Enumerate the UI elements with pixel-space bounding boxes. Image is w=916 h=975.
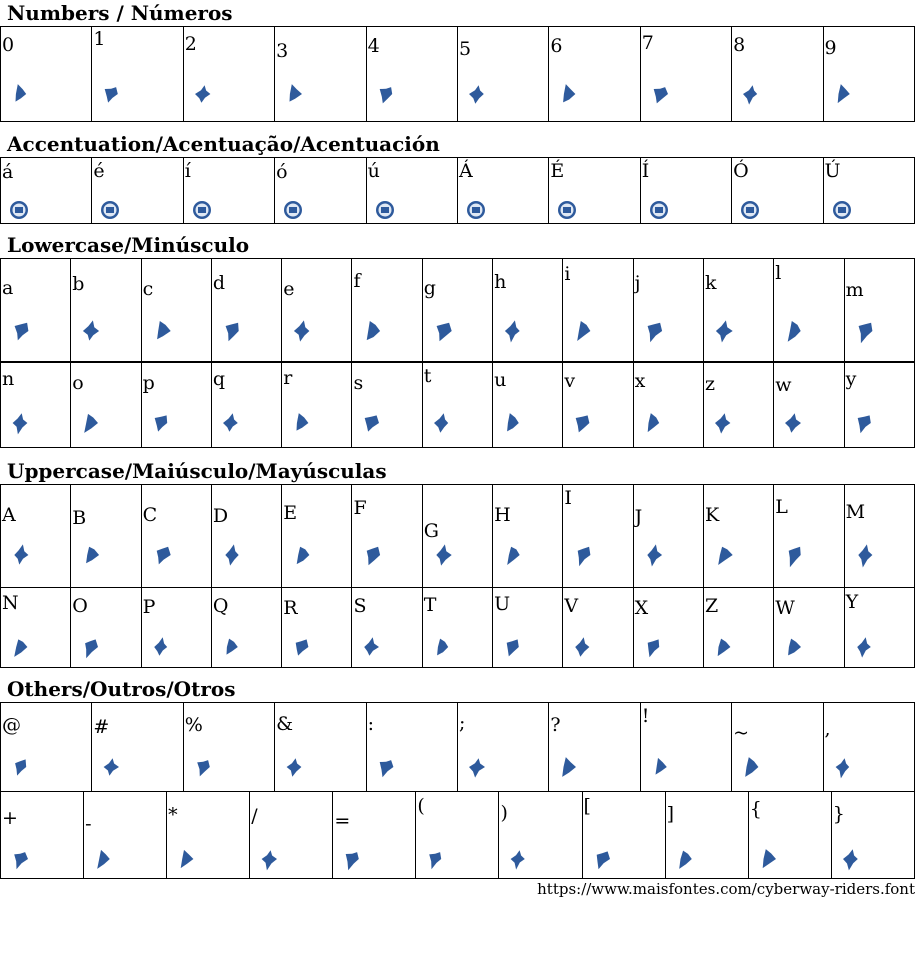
footer-url: https://www.maisfontes.com/cyberway-riders.font <box>537 880 915 898</box>
glyph-sample-upper-m <box>853 535 877 575</box>
glyph-cell-rbracket <box>665 792 748 879</box>
glyph-cell-upper-p <box>141 588 211 668</box>
glyph-sample-upper-c <box>150 535 174 575</box>
glyph-cell-equals <box>333 792 416 879</box>
glyph-sample-lower-v <box>571 405 593 441</box>
glyph-sample-lower-o-accent <box>283 200 303 220</box>
glyph-cell-upper-e <box>282 485 352 588</box>
glyph-sample-lower-i <box>571 311 595 351</box>
glyph-cell-lower-w <box>774 363 844 448</box>
glyph-sample-slash <box>258 844 280 874</box>
glyph-cell-slash <box>250 792 333 879</box>
glyph-label-upper-d: D <box>212 505 229 527</box>
glyph-label-upper-u: U <box>494 593 511 615</box>
glyph-label-semicolon: ; <box>458 712 466 734</box>
glyph-label-lbrace: { <box>749 798 762 820</box>
glyph-cell-lower-v <box>563 363 633 448</box>
glyph-sample-upper-o <box>79 630 101 664</box>
glyph-label-digit-8: 8 <box>733 34 746 56</box>
glyph-sample-lower-j <box>642 311 666 351</box>
glyph-sample-digit-7 <box>649 75 671 113</box>
glyph-cell-digit-6 <box>549 27 640 122</box>
glyph-cell-lower-j <box>633 259 703 362</box>
glyph-sample-upper-q <box>220 630 242 664</box>
glyph-label-lower-i-accent: í <box>184 160 191 182</box>
glyph-sample-upper-i <box>571 535 595 575</box>
glyph-label-upper-y: Y <box>845 591 859 613</box>
glyph-sample-upper-p <box>150 630 172 664</box>
glyph-sample-lower-i-accent <box>192 200 212 220</box>
glyph-label-percent: % <box>184 714 203 736</box>
glyph-cell-semicolon <box>457 703 548 792</box>
glyph-cell-upper-j <box>633 485 703 588</box>
glyph-label-rparen: ) <box>500 802 508 824</box>
glyph-sample-lower-u <box>501 405 523 441</box>
glyph-label-upper-h: H <box>494 504 511 526</box>
glyph-sample-comma <box>832 751 854 783</box>
glyph-sample-upper-z <box>712 630 734 664</box>
glyph-sample-upper-t <box>431 630 453 664</box>
glyph-label-digit-4: 4 <box>367 35 380 57</box>
glyph-label-upper-x: X <box>634 597 649 619</box>
glyph-sample-lower-y <box>853 405 875 441</box>
glyph-cell-digit-1 <box>92 27 183 122</box>
glyph-cell-lparen <box>416 792 499 879</box>
glyph-cell-upper-y <box>844 588 914 668</box>
glyph-sample-upper-k <box>712 535 736 575</box>
glyph-cell-upper-r <box>282 588 352 668</box>
glyph-cell-lower-i-accent <box>183 158 274 224</box>
glyph-sample-upper-b <box>79 535 103 575</box>
glyph-sample-asterisk <box>175 844 197 874</box>
glyph-cell-digit-3 <box>275 27 366 122</box>
glyph-sample-rparen <box>507 844 529 874</box>
glyph-label-lower-g: g <box>423 277 436 299</box>
glyph-label-upper-i: I <box>564 487 572 509</box>
glyph-label-tilde: ~ <box>733 722 750 744</box>
glyph-label-question: ? <box>550 714 561 736</box>
glyph-sample-digit-0 <box>9 75 31 113</box>
glyph-label-lower-f: f <box>353 270 361 292</box>
glyph-cell-digit-2 <box>183 27 274 122</box>
glyph-sample-upper-g <box>431 535 455 575</box>
glyph-label-lower-k: k <box>704 272 717 294</box>
glyph-cell-lower-k <box>703 259 773 362</box>
glyph-label-lower-a: a <box>2 277 14 299</box>
glyph-label-hash: # <box>93 716 110 738</box>
glyph-label-lparen: ( <box>417 795 425 817</box>
glyph-label-lower-p: p <box>142 372 155 394</box>
glyph-sample-upper-j <box>642 535 666 575</box>
glyph-cell-upper-u-accent <box>823 158 914 224</box>
glyph-label-at: @ <box>2 714 21 736</box>
glyph-cell-upper-h <box>493 485 563 588</box>
glyph-cell-plus <box>1 792 84 879</box>
glyph-cell-lower-d <box>211 259 281 362</box>
glyph-cell-lower-l <box>774 259 844 362</box>
glyph-cell-upper-f <box>352 485 422 588</box>
glyph-sample-lower-w <box>782 405 804 441</box>
glyph-sample-lower-u-accent <box>375 200 395 220</box>
section-title-lowercase: Lowercase/Minúsculo <box>7 233 250 257</box>
glyph-label-lower-m: m <box>845 279 864 301</box>
glyph-sample-rbracket <box>674 844 696 874</box>
glyph-label-upper-s: S <box>353 595 367 617</box>
glyph-label-upper-f: F <box>353 497 367 519</box>
glyph-cell-upper-d <box>211 485 281 588</box>
glyph-label-upper-r: R <box>283 597 298 619</box>
glyph-label-asterisk: * <box>168 804 178 826</box>
glyph-sample-upper-n <box>9 630 31 664</box>
glyph-label-equals: = <box>334 810 351 832</box>
glyph-sample-ampersand <box>283 751 305 783</box>
glyph-cell-tilde <box>732 703 823 792</box>
glyph-sample-digit-2 <box>192 75 214 113</box>
glyph-label-minus: - <box>85 813 92 835</box>
glyph-label-upper-l: L <box>775 496 788 518</box>
glyph-cell-upper-a <box>1 485 71 588</box>
section-title-accents: Accentuation/Acentuação/Acentuación <box>7 132 440 156</box>
glyph-sample-digit-1 <box>100 75 122 113</box>
glyph-sample-upper-l <box>782 535 806 575</box>
glyph-cell-digit-7 <box>640 27 731 122</box>
glyph-cell-lower-s <box>352 363 422 448</box>
glyph-cell-lower-g <box>422 259 492 362</box>
glyph-label-upper-b: B <box>72 507 87 529</box>
glyph-label-lower-v: v <box>564 370 576 392</box>
glyph-sample-upper-v <box>571 630 593 664</box>
glyph-label-rbracket: ] <box>666 803 675 825</box>
glyph-cell-upper-e-accent <box>549 158 640 224</box>
glyph-sample-minus <box>92 844 114 874</box>
glyph-label-lower-i: i <box>564 263 571 285</box>
glyph-cell-lower-h <box>493 259 563 362</box>
glyph-label-lower-l: l <box>775 262 782 284</box>
glyph-label-upper-z: Z <box>704 595 719 617</box>
glyph-cell-lower-e-accent <box>92 158 183 224</box>
glyph-sample-lower-f <box>360 311 384 351</box>
glyph-label-upper-i-accent: Í <box>641 160 650 182</box>
glyph-label-slash: / <box>251 805 258 827</box>
glyph-cell-digit-8 <box>732 27 823 122</box>
glyph-label-digit-1: 1 <box>93 28 106 50</box>
glyph-label-digit-9: 9 <box>824 37 837 59</box>
glyph-label-colon: : <box>367 713 374 735</box>
glyph-cell-digit-9 <box>823 27 914 122</box>
glyph-label-upper-j: J <box>634 506 643 528</box>
glyph-sample-lower-k <box>712 311 736 351</box>
glyph-cell-lbracket <box>582 792 665 879</box>
glyph-label-digit-0: 0 <box>2 34 15 56</box>
uppercase-grid-row1 <box>0 484 915 588</box>
glyph-sample-question <box>557 751 579 783</box>
glyph-label-upper-a: A <box>2 504 16 526</box>
glyph-sample-digit-3 <box>283 75 305 113</box>
glyph-label-upper-n: N <box>2 592 19 614</box>
glyph-sample-lower-e-accent <box>100 200 120 220</box>
glyph-cell-upper-m <box>844 485 914 588</box>
glyph-sample-lower-m <box>853 311 877 351</box>
glyph-label-lower-e: e <box>283 278 295 300</box>
glyph-sample-digit-6 <box>557 75 579 113</box>
glyph-cell-upper-k <box>703 485 773 588</box>
others-grid-row1 <box>0 702 915 792</box>
glyph-label-digit-2: 2 <box>184 33 197 55</box>
glyph-sample-upper-f <box>360 535 384 575</box>
glyph-sample-upper-e <box>290 535 314 575</box>
glyph-cell-upper-z <box>703 588 773 668</box>
glyph-cell-upper-l <box>774 485 844 588</box>
glyph-label-lower-z: z <box>704 373 715 395</box>
glyph-cell-lower-b <box>71 259 141 362</box>
glyph-sample-lparen <box>424 844 446 874</box>
glyph-label-upper-k: K <box>704 504 720 526</box>
glyph-label-upper-e-accent: É <box>550 160 565 182</box>
glyph-cell-lower-y <box>844 363 914 448</box>
glyph-cell-percent <box>183 703 274 792</box>
glyph-cell-upper-u <box>493 588 563 668</box>
glyph-sample-lower-h <box>501 311 525 351</box>
glyph-label-digit-3: 3 <box>276 40 289 62</box>
glyph-cell-hash <box>92 703 183 792</box>
glyph-sample-upper-d <box>220 535 244 575</box>
section-title-uppercase: Uppercase/Maiúsculo/Mayúsculas <box>7 459 387 483</box>
glyph-sample-upper-y <box>853 630 875 664</box>
numbers-grid <box>0 26 915 122</box>
lowercase-grid-row1 <box>0 258 915 362</box>
glyph-label-upper-c: C <box>142 504 158 526</box>
glyph-cell-upper-s <box>352 588 422 668</box>
glyph-sample-lower-r <box>290 405 312 441</box>
glyph-sample-lower-a-accent <box>9 200 29 220</box>
glyph-label-ampersand: & <box>276 713 294 735</box>
glyph-label-upper-e: E <box>283 502 298 524</box>
glyph-label-lower-o-accent: ó <box>276 161 288 183</box>
glyph-sample-lower-d <box>220 311 244 351</box>
section-title-others: Others/Outros/Otros <box>7 677 236 701</box>
glyph-cell-rparen <box>499 792 582 879</box>
glyph-sample-lower-x <box>642 405 664 441</box>
glyph-cell-ampersand <box>275 703 366 792</box>
glyph-sample-lower-l <box>782 311 806 351</box>
glyph-label-digit-7: 7 <box>641 32 654 54</box>
glyph-cell-rbrace <box>831 792 914 879</box>
glyph-cell-lower-a <box>1 259 71 362</box>
glyph-sample-lbrace <box>757 844 779 874</box>
uppercase-grid-row2 <box>0 587 915 668</box>
glyph-cell-lower-n <box>1 363 71 448</box>
glyph-label-lower-r: r <box>283 367 293 389</box>
glyph-label-upper-a-accent: Á <box>458 160 473 182</box>
glyph-label-rbrace: } <box>832 803 845 825</box>
glyph-label-lower-y: y <box>845 368 857 390</box>
glyph-cell-lower-c <box>141 259 211 362</box>
glyph-sample-upper-r <box>290 630 312 664</box>
glyph-sample-plus <box>9 844 31 874</box>
glyph-sample-lower-q <box>220 405 242 441</box>
glyph-cell-at <box>1 703 92 792</box>
glyph-sample-semicolon <box>466 751 488 783</box>
glyph-sample-upper-w <box>782 630 804 664</box>
glyph-label-exclamation: ! <box>641 705 650 727</box>
glyph-label-lower-a-accent: á <box>2 161 14 183</box>
glyph-label-upper-o: O <box>72 595 88 617</box>
glyph-cell-question <box>549 703 640 792</box>
glyph-sample-lower-e <box>290 311 314 351</box>
glyph-sample-lower-t <box>431 405 453 441</box>
glyph-cell-upper-b <box>71 485 141 588</box>
glyph-cell-digit-4 <box>366 27 457 122</box>
glyph-label-lower-d: d <box>212 272 226 294</box>
glyph-cell-upper-w <box>774 588 844 668</box>
glyph-cell-upper-g <box>422 485 492 588</box>
glyph-sample-equals <box>341 844 363 874</box>
glyph-cell-upper-x <box>633 588 703 668</box>
glyph-label-lower-t: t <box>423 365 432 387</box>
glyph-label-upper-o-accent: Ó <box>733 160 749 182</box>
glyph-cell-lower-f <box>352 259 422 362</box>
glyph-cell-lower-u-accent <box>366 158 457 224</box>
glyph-cell-lbrace <box>748 792 831 879</box>
glyph-sample-upper-i-accent <box>649 200 669 220</box>
glyph-sample-upper-s <box>360 630 382 664</box>
glyph-sample-at <box>9 751 31 783</box>
glyph-sample-exclamation <box>649 751 671 783</box>
section-title-numbers: Numbers / Números <box>7 1 233 25</box>
glyph-cell-lower-o-accent <box>275 158 366 224</box>
glyph-cell-upper-n <box>1 588 71 668</box>
glyph-cell-lower-q <box>211 363 281 448</box>
glyph-cell-lower-m <box>844 259 914 362</box>
glyph-sample-lower-b <box>79 311 103 351</box>
glyph-sample-digit-5 <box>466 75 488 113</box>
glyph-sample-lower-a <box>9 311 33 351</box>
glyph-sample-lower-n <box>9 405 31 441</box>
glyph-cell-lower-i <box>563 259 633 362</box>
glyph-cell-upper-t <box>422 588 492 668</box>
glyph-cell-lower-e <box>282 259 352 362</box>
glyph-label-digit-6: 6 <box>550 35 563 57</box>
glyph-cell-upper-c <box>141 485 211 588</box>
glyph-label-lower-s: s <box>353 372 364 394</box>
glyph-sample-upper-u <box>501 630 523 664</box>
glyph-cell-lower-t <box>422 363 492 448</box>
glyph-cell-comma <box>823 703 914 792</box>
glyph-sample-lower-c <box>150 311 174 351</box>
glyph-cell-upper-q <box>211 588 281 668</box>
glyph-cell-lower-a-accent <box>1 158 92 224</box>
glyph-sample-lower-s <box>360 405 382 441</box>
glyph-sample-colon <box>375 751 397 783</box>
glyph-label-lower-u: u <box>494 369 507 391</box>
glyph-label-upper-v: V <box>564 595 579 617</box>
glyph-cell-digit-5 <box>457 27 548 122</box>
glyph-label-lower-j: j <box>634 272 641 294</box>
glyph-label-upper-m: M <box>845 501 866 523</box>
glyph-label-lower-e-accent: é <box>93 160 105 182</box>
glyph-cell-lower-x <box>633 363 703 448</box>
glyph-sample-lower-z <box>712 405 734 441</box>
glyph-sample-upper-a-accent <box>466 200 486 220</box>
glyph-cell-exclamation <box>640 703 731 792</box>
glyph-cell-upper-v <box>563 588 633 668</box>
glyph-sample-percent <box>192 751 214 783</box>
glyph-sample-hash <box>100 751 122 783</box>
glyph-label-lower-q: q <box>212 368 226 390</box>
glyph-label-lower-x: x <box>634 370 646 392</box>
glyph-cell-upper-o-accent <box>732 158 823 224</box>
glyph-sample-digit-9 <box>832 75 854 113</box>
glyph-label-lower-h: h <box>494 271 507 293</box>
glyph-cell-digit-0 <box>1 27 92 122</box>
glyph-label-upper-g: G <box>423 520 439 542</box>
glyph-label-plus: + <box>2 807 18 829</box>
glyph-sample-upper-o-accent <box>740 200 760 220</box>
glyph-cell-lower-p <box>141 363 211 448</box>
glyph-label-upper-u-accent: Ú <box>824 160 841 182</box>
glyph-cell-upper-i <box>563 485 633 588</box>
glyph-sample-upper-x <box>642 630 664 664</box>
glyph-sample-digit-8 <box>740 75 762 113</box>
glyph-sample-tilde <box>740 751 762 783</box>
glyph-cell-lower-o <box>71 363 141 448</box>
glyph-sample-digit-4 <box>375 75 397 113</box>
glyph-cell-lower-z <box>703 363 773 448</box>
glyph-label-lower-o: o <box>72 372 84 394</box>
glyph-cell-lower-u <box>493 363 563 448</box>
glyph-label-lower-c: c <box>142 278 154 300</box>
glyph-cell-lower-r <box>282 363 352 448</box>
others-grid-row2 <box>0 791 915 879</box>
glyph-label-lbracket: [ <box>583 795 591 817</box>
glyph-label-comma: , <box>824 718 831 740</box>
lowercase-grid-row2 <box>0 362 915 448</box>
glyph-sample-upper-a <box>9 535 33 575</box>
glyph-label-upper-p: P <box>142 596 156 618</box>
glyph-label-upper-w: W <box>775 597 795 619</box>
glyph-label-digit-5: 5 <box>458 38 472 60</box>
glyph-cell-asterisk <box>167 792 250 879</box>
glyph-sample-upper-u-accent <box>832 200 852 220</box>
glyph-label-upper-t: T <box>423 594 437 616</box>
glyph-label-upper-q: Q <box>212 595 229 617</box>
glyph-sample-lbracket <box>591 844 613 874</box>
glyph-sample-lower-g <box>431 311 455 351</box>
glyph-cell-upper-a-accent <box>457 158 548 224</box>
glyph-cell-minus <box>84 792 167 879</box>
glyph-sample-upper-h <box>501 535 525 575</box>
glyph-label-lower-w: w <box>775 374 792 396</box>
glyph-cell-colon <box>366 703 457 792</box>
glyph-cell-upper-i-accent <box>640 158 731 224</box>
glyph-label-lower-u-accent: ú <box>367 160 380 182</box>
glyph-sample-upper-e-accent <box>557 200 577 220</box>
glyph-label-lower-n: n <box>2 368 15 390</box>
glyph-label-lower-b: b <box>72 273 85 295</box>
accents-grid <box>0 157 915 224</box>
glyph-sample-lower-o <box>79 405 101 441</box>
glyph-cell-upper-o <box>71 588 141 668</box>
glyph-sample-lower-p <box>150 405 172 441</box>
glyph-sample-rbrace <box>840 844 862 874</box>
